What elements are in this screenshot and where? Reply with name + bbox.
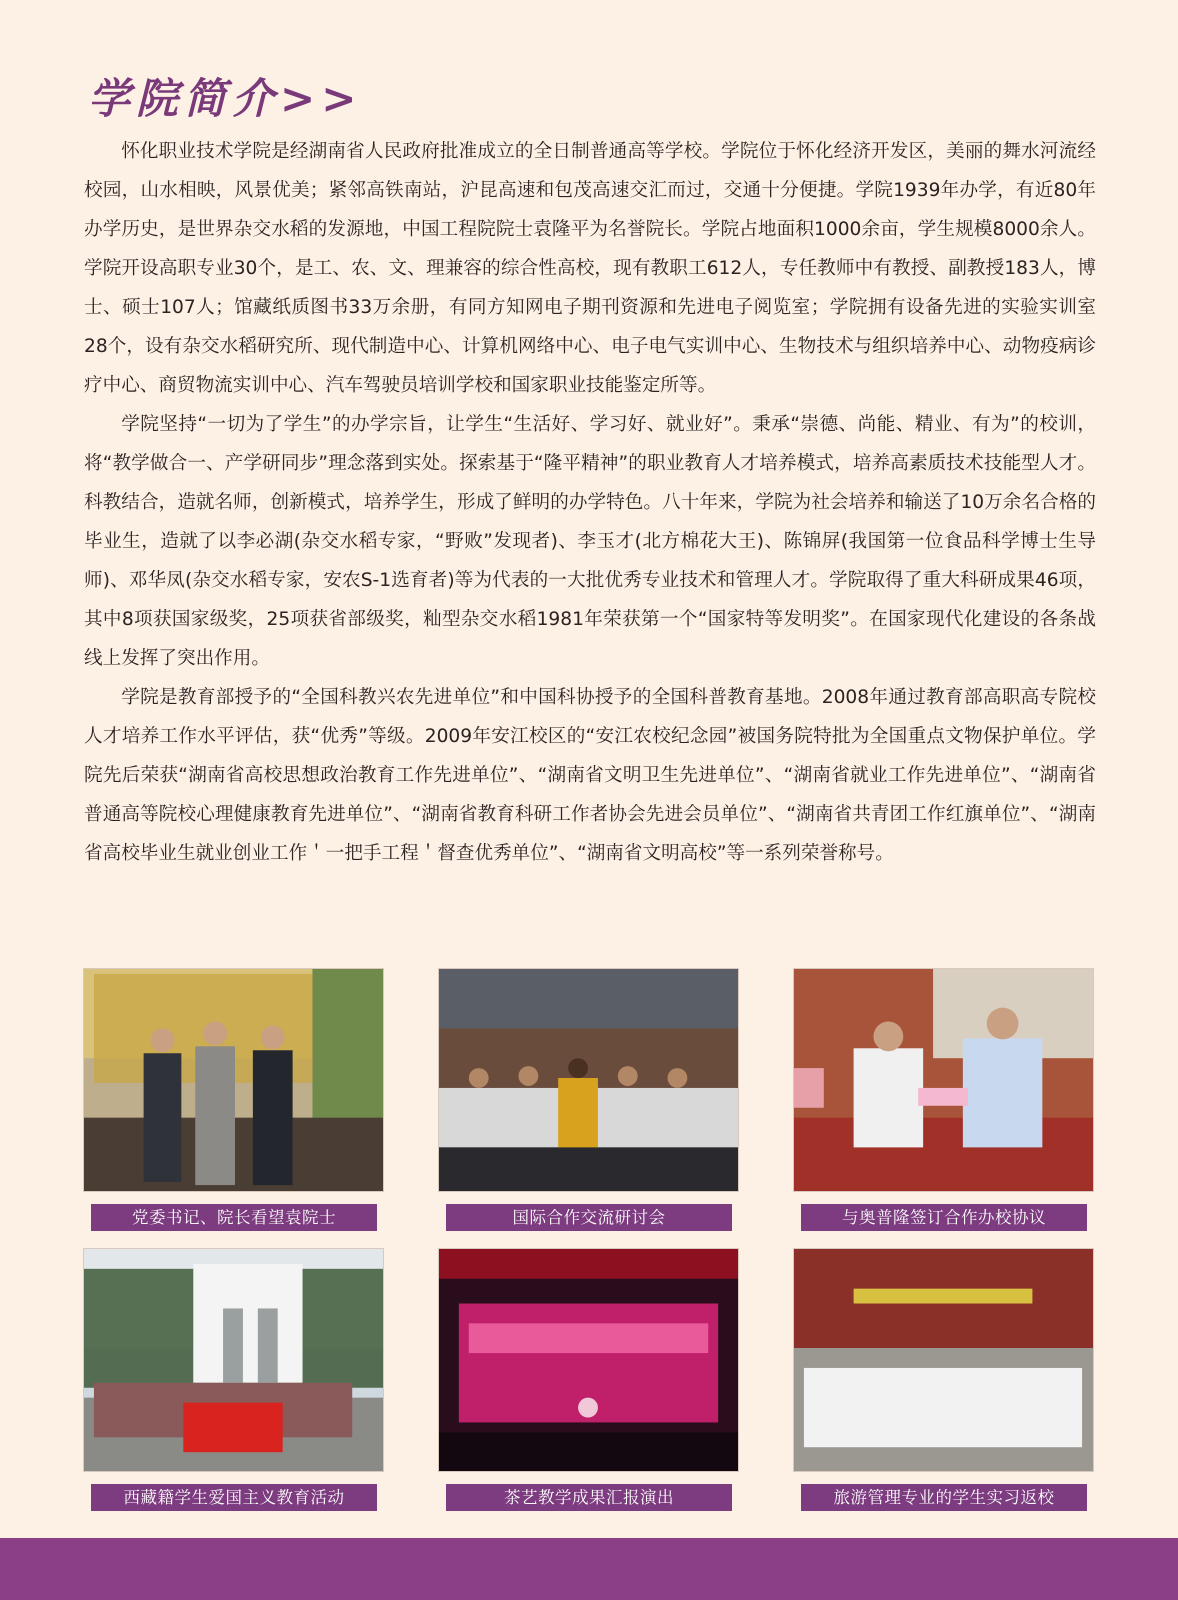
photo-tourism-students [793,1248,1094,1472]
caption-1: 党委书记、院长看望袁院士 [91,1204,377,1231]
page-title: 学院简介>> [88,74,363,123]
photo-intl-seminar [438,968,739,1192]
caption-4: 西藏籍学生爱国主义教育活动 [91,1484,377,1511]
paragraph-3: 学院是教育部授予的“全国科教兴农先进单位”和中国科协授予的全国科普教育基地。2008年通过教育部高职高专院校人才培养工作水平评估，获“优秀”等级。2009年安江校区的“安江农校纪念园”被国务院特批为全国重点文物保护单位。学院先后荣获“湖南省高校思想政治教育工作先进单位”、“湖南省文明卫生先进单位”、“湖南省就业工作先进单位”、“湖南省普通高等院校心理健康教育先进单位”、“湖南省教育科研工作者协会先进会员单位”、“湖南省共青团工作红旗单位”、“湖南省高校毕业生就业创业工作＇一把手工程＇督查优秀单位”、“湖南省文明高校”等一系列荣誉称号。 [84,687,1096,864]
photo-tea-art-show [438,1248,739,1472]
caption-6: 旅游管理专业的学生实习返校 [801,1484,1087,1511]
caption-2: 国际合作交流研讨会 [446,1204,732,1231]
footer-bar [0,1538,1178,1600]
caption-5: 茶艺教学成果汇报演出 [446,1484,732,1511]
caption-3: 与奥普隆签订合作办校协议 [801,1204,1087,1231]
photo-signing-ceremony [793,968,1094,1192]
photo-visit-academician [83,968,384,1192]
photo-tibet-students [83,1248,384,1472]
paragraph-2: 学院坚持“一切为了学生”的办学宗旨，让学生“生活好、学习好、就业好”。秉承“崇德、尚能、精业、有为”的校训，将“教学做合一、产学研同步”理念落到实处。探索基于“隆平精神”的职业教育人才培养模式，培养高素质技术技能型人才。科教结合，造就名师，创新模式，培养学生，形成了鲜明的办学特色。八十年来，学院为社会培养和输送了10万余名合格的毕业生，造就了以李必湖(杂交水稻专家，“野败”发现者)、李玉才(北方棉花大王)、陈锦屏(我国第一位食品科学博士生导师)、邓华凤(杂交水稻专家，安农S-1选育者)等为代表的一大批优秀专业技术和管理人才。学院取得了重大科研成果46项，其中8项获国家级奖，25项获省部级奖，籼型杂交水稻1981年荣获第一个“国家特等发明奖”。在国家现代化建设的各条战线上发挥了突出作用。 [84,414,1096,669]
paragraph-1: 怀化职业技术学院是经湖南省人民政府批准成立的全日制普通高等学校。学院位于怀化经济开发区，美丽的舞水河流经校园，山水相映，风景优美；紧邻高铁南站，沪昆高速和包茂高速交汇而过，交通十分便捷。学院1939年办学，有近80年办学历史，是世界杂交水稻的发源地，中国工程院院士袁隆平为名誉院长。学院占地面积1000余亩，学生规模8000余人。学院开设高职专业30个，是工、农、文、理兼容的综合性高校，现有教职工612人，专任教师中有教授、副教授183人，博士、硕士107人；馆藏纸质图书33万余册，有同方知网电子期刊资源和先进电子阅览室；学院拥有设备先进的实验实训室28个，设有杂交水稻研究所、现代制造中心、计算机网络中心、电子电气实训中心、生物技术与组织培养中心、动物疫病诊疗中心、商贸物流实训中心、汽车驾驶员培训学校和国家职业技能鉴定所等。 [84,141,1096,396]
intro-text [84,132,1096,873]
